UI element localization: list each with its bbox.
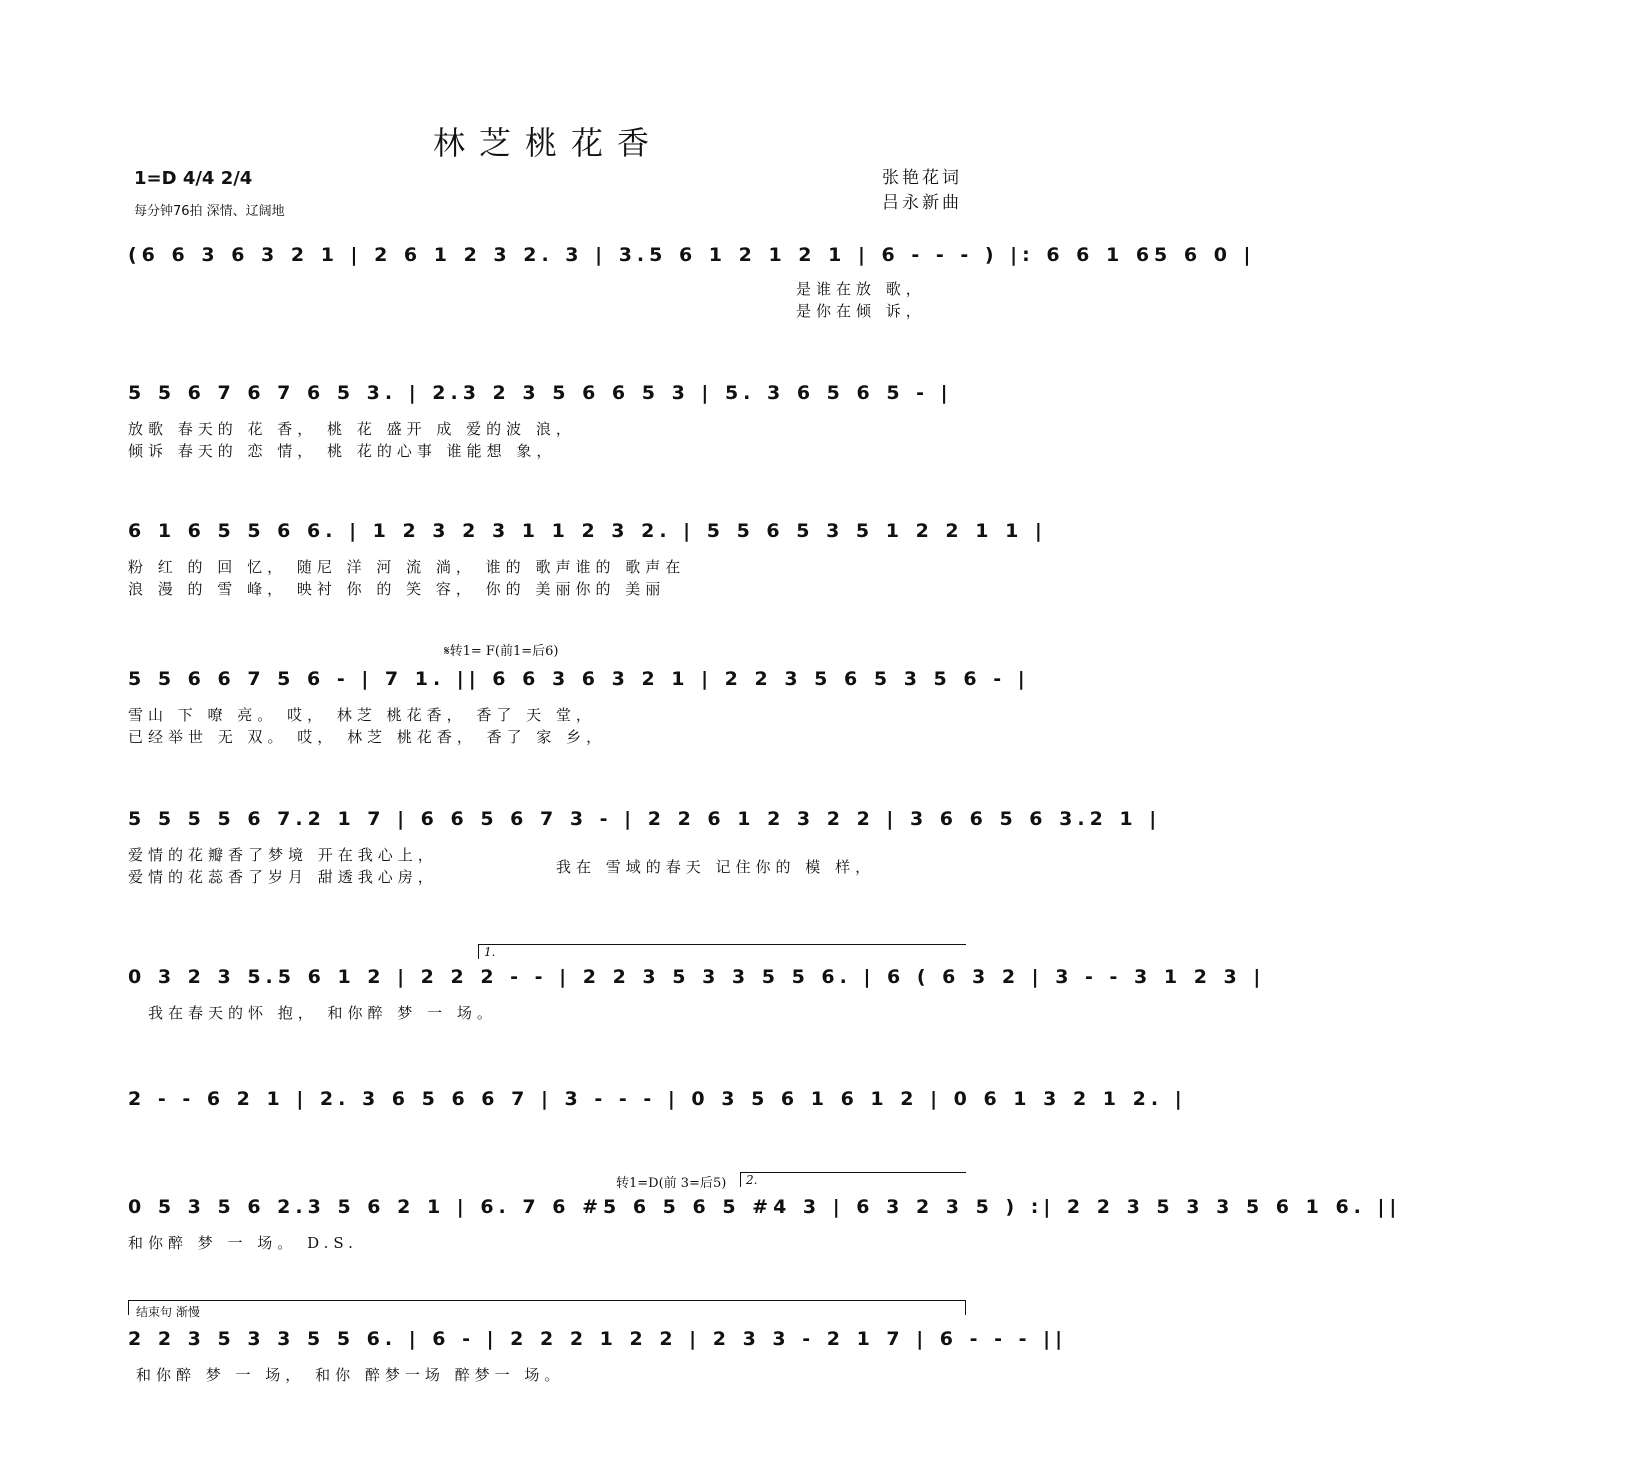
lyric-line: 我在 雪域的春天 记住你的 模 样， <box>556 858 876 876</box>
key-change-marker: 𝄋转1= F(前1=后6) <box>444 644 559 659</box>
ending-bracket-2 <box>740 1172 966 1187</box>
song-title: 林芝桃花香 <box>432 124 663 162</box>
lyric-line: 粉 红 的 回 忆， 随尼 洋 河 流 淌， 谁的 歌声谁的 歌声在 <box>128 558 686 576</box>
notes-line: 0 3 2 3 5.5 6 1 2 | 2 2 2 - - | 2 2 3 5 3 3 5 5 6. | 6 ( 6 3 2 | 3 - - 3 1 2 3 | <box>128 966 1266 988</box>
notes-line: 5 5 6 7 6 7 6 5 3. | 2.3 2 3 5 6 6 5 3 | 5. 3 6 5 6 5 - | <box>128 382 953 404</box>
lyric-line: 放歌 春天的 花 香， 桃 花 盛开 成 爱的波 浪， <box>128 420 576 438</box>
tempo-marking: 每分钟76拍 深情、辽阔地 <box>134 204 285 219</box>
lyric-line: 爱情的花蕊香了岁月 甜透我心房， <box>128 868 438 886</box>
lyric-line: 和你醉 梦 一 场， 和你 醉梦一场 醉梦一 场。 <box>136 1366 565 1384</box>
notes-line: 5 5 6 6 7 5 6 - | 7 1. || 6 6 3 6 3 2 1 | 2 2 3 5 6 5 3 5 6 - | <box>128 668 1030 690</box>
lyric-line: 已经举世 无 双。 哎， 林芝 桃花香， 香了 家 乡， <box>128 728 607 746</box>
lyric-line: 爱情的花瓣香了梦境 开在我心上， <box>128 846 438 864</box>
notes-line: 0 5 3 5 6 2.3 5 6 2 1 | 6. 7 6 #5 6 5 6 5 #4 3 | 6 3 2 3 5 ) :| 2 2 3 5 3 3 5 6 1 6. || <box>128 1196 1402 1218</box>
lyricist: 张艳花词 <box>882 168 962 188</box>
lyric-line: 倾诉 春天的 恋 情， 桃 花的心事 谁能想 象， <box>128 442 557 460</box>
notes-line: 5 5 5 5 6 7.2 1 7 | 6 6 5 6 7 3 - | 2 2 6 1 2 3 2 2 | 3 6 6 5 6 3.2 1 | <box>128 808 1162 830</box>
notes-line: 2 2 3 5 3 3 5 5 6. | 6 - | 2 2 2 1 2 2 | 2 3 3 - 2 1 7 | 6 - - - || <box>128 1328 1068 1350</box>
lyric-line: 是谁在放 歌， <box>796 280 926 298</box>
composer: 吕永新曲 <box>882 193 962 213</box>
lyric-line: 是你在倾 诉， <box>796 302 926 320</box>
coda-bracket <box>128 1300 966 1315</box>
ending-number: 1. <box>484 945 496 959</box>
notes-line: (6 6 3 6 3 2 1 | 2 6 1 2 3 2. 3 | 3.5 6 1 2 1 2 1 | 6 - - - ) |: 6 6 1 65 6 0 | <box>128 244 1256 266</box>
ending-bracket-1 <box>478 944 966 959</box>
notes-line: 6 1 6 5 5 6 6. | 1 2 3 2 3 1 1 2 3 2. | 5 5 6 5 3 5 1 2 2 1 1 | <box>128 520 1047 542</box>
ending-number: 2. <box>746 1173 758 1187</box>
lyric-line: 和你醉 梦 一 场。 D.S. <box>128 1234 358 1252</box>
credits <box>882 166 962 216</box>
lyric-line: 浪 漫 的 雪 峰， 映衬 你 的 笑 容， 你的 美丽你的 美丽 <box>128 580 666 598</box>
key-signature: 1=D 4/4 2/4 <box>134 168 253 189</box>
lyric-line: 雪山 下 嘹 亮。 哎， 林芝 桃花香， 香了 天 堂， <box>128 706 596 724</box>
lyric-line: 我在春天的怀 抱， 和你醉 梦 一 场。 <box>148 1004 497 1022</box>
key-change-marker: 转1=D(前 3=后5) <box>616 1176 727 1191</box>
notes-line: 2 - - 6 2 1 | 2. 3 6 5 6 6 7 | 3 - - - | 0 3 5 6 1 6 1 2 | 0 6 1 3 2 1 2. | <box>128 1088 1187 1110</box>
coda-marker: 结束句 渐慢 <box>136 1305 200 1319</box>
